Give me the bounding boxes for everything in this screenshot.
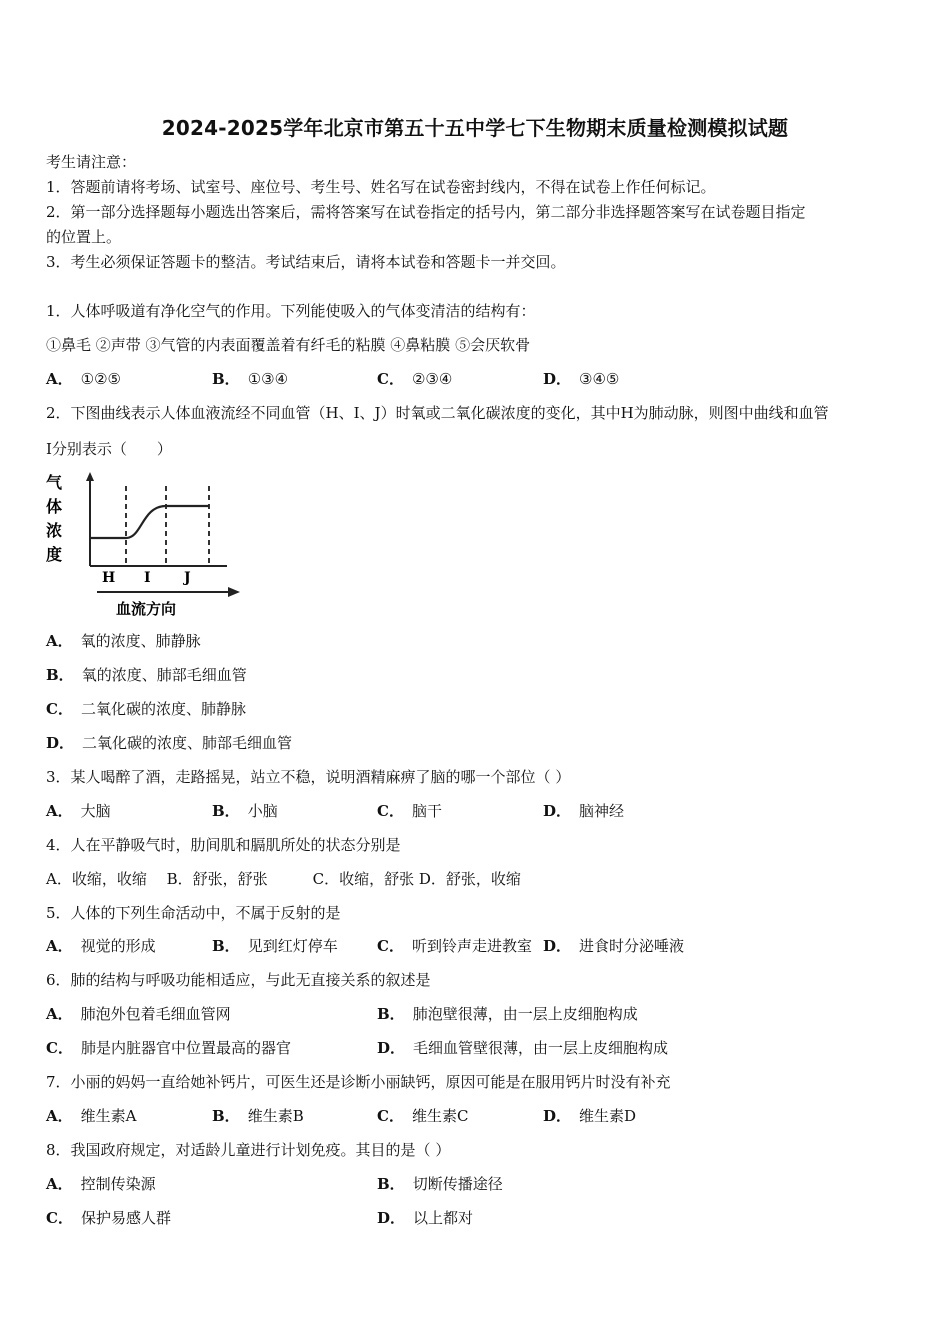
notice-item: 3．考生必须保证答题卡的整洁。考试结束后，请将本试卷和答题卡一并交回。 [46,253,566,271]
y-axis-arrow [86,472,94,481]
question-3-option-c: C． 脑干 [377,802,442,820]
question-8-stem: 8．我国政府规定，对适龄儿童进行计划免疫。其目的是（ ） [46,1141,451,1159]
question-7-option-b: B． 维生素B [212,1107,304,1125]
question-5-option-a: A． 视觉的形成 [46,937,156,955]
question-5-option-d: D． 进食时分泌唾液 [543,937,685,955]
question-7-stem: 7．小丽的妈妈一直给她补钙片，可医生还是诊断小丽缺钙，原因可能是在服用钙片时没有补充 [46,1073,671,1091]
question-8-option-a: A． 控制传染源 [46,1175,156,1193]
question-3-option-b: B． 小脑 [212,802,278,820]
question-2-stem: 2．下图曲线表示人体血液流经不同血管（H、I、J）时氧或二氧化碳浓度的变化，其中H为肺动脉，则图中曲线和血管 [46,404,829,422]
question-1-sub: ①鼻毛 ②声带 ③气管的内表面覆盖着有纤毛的粘膜 ④鼻粘膜 ⑤会厌软骨 [46,336,531,354]
x-tick-label: H [102,570,116,586]
question-6-option-a: A． 肺泡外包着毛细血管网 [46,1005,231,1023]
blood-gas-chart [42,466,252,626]
question-2-option-d: D． 二氧化碳的浓度、肺部毛细血管 [46,734,293,752]
question-5-option-c: C． 听到铃声走进教室 [377,937,532,955]
question-6-stem: 6．肺的结构与呼吸功能相适应，与此无直接关系的叙述是 [46,971,431,989]
question-2-option-a: A． 氧的浓度、肺静脉 [46,632,201,650]
concentration-curve [90,506,209,538]
notice-item: 1．答题前请将考场、试室号、座位号、考生号、姓名写在试卷密封线内，不得在试卷上作任何标记。 [46,178,716,196]
question-3-option-a: A． 大脑 [46,802,111,820]
question-8-option-c: C． 保护易感人群 [46,1209,171,1227]
x-tick-label: I [144,570,151,586]
question-4-options: A．收缩，收缩 B．舒张，舒张 C．收缩，舒张 D．舒张，收缩 [46,870,521,888]
question-1-option-d: D． ③④⑤ [543,370,620,388]
question-4-stem: 4．人在平静吸气时，肋间肌和膈肌所处的状态分别是 [46,836,401,854]
y-label-char: 度 [46,545,63,564]
notice-item: 2．第一部分选择题每小题选出答案后，需将答案写在试卷指定的括号内，第二部分非选择题答案写在试卷题目指定 [46,203,806,221]
notice-item: 的位置上。 [46,228,122,246]
y-label-char: 体 [46,497,63,516]
page-title: 2024-2025学年北京市第五十五中学七下生物期末质量检测模拟试题 [161,116,789,140]
question-8-option-d: D． 以上都对 [377,1209,474,1227]
y-label-char: 浓 [46,521,63,540]
question-1-stem: 1．人体呼吸道有净化空气的作用。下列能使吸入的气体变清洁的结构有： [46,302,536,320]
x-tick-label: J [184,570,191,586]
question-6-option-b: B． 肺泡壁很薄，由一层上皮细胞构成 [377,1005,638,1023]
question-5-stem: 5．人体的下列生命活动中，不属于反射的是 [46,904,341,922]
question-6-option-d: D． 毛细血管壁很薄，由一层上皮细胞构成 [377,1039,669,1057]
question-1-option-a: A． ①②⑤ [46,370,121,388]
question-2-option-c: C． 二氧化碳的浓度、肺静脉 [46,700,246,718]
question-7-option-c: C． 维生素C [377,1107,469,1125]
question-2-option-b: B． 氧的浓度、肺部毛细血管 [46,666,247,684]
flow-arrow-head [228,587,240,597]
question-1-option-b: B． ①③④ [212,370,289,388]
blood-gas-figure [42,466,252,626]
y-label-char: 气 [46,473,63,492]
x-axis-label: 血流方向 [116,600,177,618]
question-1-option-c: C． ②③④ [377,370,453,388]
question-7-option-a: A． 维生素A [46,1107,137,1125]
question-7-option-d: D． 维生素D [543,1107,637,1125]
question-3-stem: 3．某人喝醉了酒，走路摇晃，站立不稳，说明酒精麻痹了脑的哪一个部位（ ） [46,768,571,786]
question-3-option-d: D． 脑神经 [543,802,625,820]
question-8-option-b: B． 切断传播途径 [377,1175,503,1193]
notice-heading: 考生请注意： [46,153,137,171]
question-6-option-c: C． 肺是内脏器官中位置最高的器官 [46,1039,291,1057]
question-5-option-b: B． 见到红灯停车 [212,937,338,955]
question-2-stem-cont: I分别表示（ ） [46,440,172,458]
